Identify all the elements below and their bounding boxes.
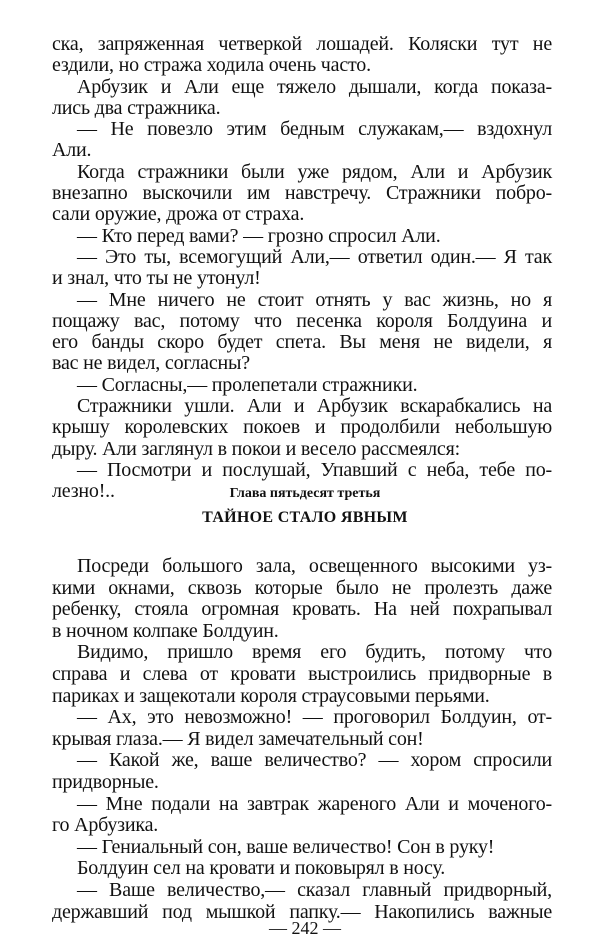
text-line: Видимо, пришло время его будить, потому что bbox=[77, 641, 552, 664]
text-line: Когда стражники были уже рядом, Али и Арбузик bbox=[77, 160, 552, 183]
text-line: Стражники ушли. Али и Арбузик вскарабкались на bbox=[77, 395, 552, 418]
text-line: крышу королевских покоев и продолбили небольшую bbox=[52, 416, 552, 439]
text-line: крывая глаза.— Я видел замечательный сон! bbox=[52, 727, 424, 750]
text-line: внезапно выскочили им навстречу. Стражники побро- bbox=[52, 182, 552, 205]
text-line: Болдуин сел на кровати и поковырял в носу. bbox=[77, 857, 446, 880]
text-line: вас не видел, согласны? bbox=[52, 352, 250, 375]
text-line: сали оружие, дрожа от страха. bbox=[52, 203, 305, 226]
text-line: ездили, но стража ходила очень часто. bbox=[52, 54, 371, 77]
text-section-chapter-body bbox=[52, 556, 552, 923]
text-line: — Кто перед вами? — грозно спросил Али. bbox=[77, 224, 441, 247]
text-line: пощажу вас, потому что песенка короля Болдуина и bbox=[52, 309, 552, 332]
text-line: придворные. bbox=[52, 770, 159, 793]
text-line: в ночном колпаке Болдуин. bbox=[52, 619, 279, 642]
text-line: — Не повезло этим бедным служакам,— вздохнул bbox=[77, 118, 552, 141]
text-line: Посреди большого зала, освещенного высокими уз- bbox=[77, 555, 552, 577]
text-line: ребенку, стояла огромная кровать. На ней похрапывал bbox=[52, 598, 552, 621]
text-line: лезно!.. bbox=[52, 480, 115, 503]
chapter-number: Глава пятьдесят третья bbox=[229, 486, 381, 501]
text-line: ска, запряженная четверкой лошадей. Коляски тут не bbox=[52, 33, 552, 55]
chapter-title: ТАЙНОЕ СТАЛО ЯВНЫМ bbox=[202, 509, 408, 526]
text-line: — Гениальный сон, ваше величество! Сон в руку! bbox=[77, 835, 495, 858]
text-line: го Арбузика. bbox=[52, 814, 159, 837]
text-line: справа и слева от кровати выстроились придворные в bbox=[52, 662, 552, 685]
text-line: Арбузик и Али еще тяжело дышали, когда показа- bbox=[77, 75, 552, 98]
text-line: — Ах, это невозможно! — проговорил Болдуин, от- bbox=[77, 706, 552, 729]
text-line: — Какой же, ваше величество? — хором спросили bbox=[77, 749, 552, 772]
text-line: париках и защекотали короля страусовыми перьями. bbox=[52, 684, 490, 707]
text-line: — Мне подали на завтрак жареного Али и моченого- bbox=[77, 792, 552, 815]
text-line: — Ваше величество,— сказал главный придворный, bbox=[77, 878, 552, 901]
page-number: — 242 — bbox=[269, 918, 341, 938]
text-line: его банды скоро будет спета. Вы меня не видели, я bbox=[52, 331, 552, 354]
text-line: Али. bbox=[52, 139, 92, 162]
text-line: — Это ты, всемогущий Али,— ответил один.— Я так bbox=[77, 245, 552, 268]
text-line: — Согласны,— пролепетали стражники. bbox=[77, 373, 418, 396]
text-section-before-chapter bbox=[52, 34, 552, 503]
text-line: — Посмотри и послушай, Упавший с неба, тебе по- bbox=[77, 458, 552, 481]
text-line: дыру. Али заглянул в покои и весело рассмеялся: bbox=[52, 437, 460, 460]
text-line: — Мне ничего не стоит отнять у вас жизнь, но я bbox=[77, 288, 552, 311]
text-line: кими окнами, сквозь которые было не пролезть даже bbox=[52, 576, 552, 599]
text-line: лись два стражника. bbox=[52, 96, 221, 119]
text-line: и знал, что ты не утонул! bbox=[52, 267, 261, 290]
text-line: державший под мышкой папку.— Накопились важные bbox=[52, 900, 552, 923]
